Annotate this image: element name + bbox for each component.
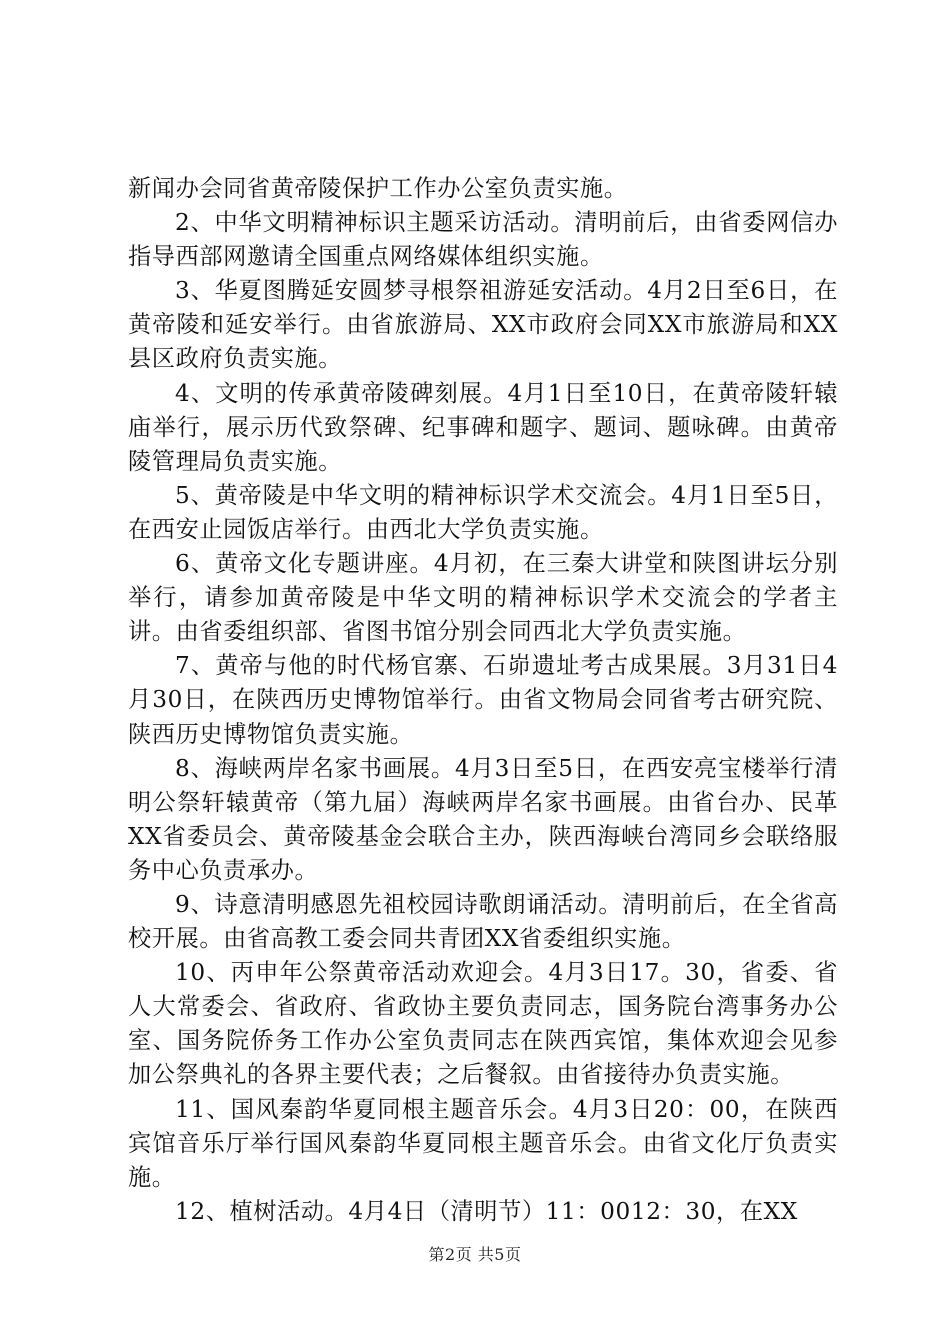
page-number-footer: 第2页 共5页 (428, 1245, 522, 1264)
document-body (128, 172, 838, 1229)
paragraph-item-4: 4、文明的传承黄帝陵碑刻展。4月1日至10日，在黄帝陵轩辕庙举行，展示历代致祭碑、纪事碑和题字、题词、题咏碑。由黄帝陵管理局负责实施。 (128, 379, 838, 475)
paragraph-item-12: 12、植树活动。4月4日（清明节）11：0012：30，在XX (175, 1197, 798, 1225)
paragraph-item-8: 8、海峡两岸名家书画展。4月3日至5日，在西安亮宝楼举行清明公祭轩辕黄帝（第九届）海峡两岸名家书画展。由省台办、民革XX省委员会、黄帝陵基金会联合主办，陕西海峡台湾同乡会联络服务中心负责承办。 (128, 754, 838, 884)
paragraph-item-6: 6、黄帝文化专题讲座。4月初，在三秦大讲堂和陕图讲坛分别举行，请参加黄帝陵是中华文明的精神标识学术交流会的学者主讲。由省委组织部、省图书馆分别会同西北大学负责实施。 (128, 550, 838, 646)
paragraph-item-10: 10、丙申年公祭黄帝活动欢迎会。4月3日17。30，省委、省人大常委会、省政府、省政协主要负责同志，国务院台湾事务办公室、国务院侨务工作办公室负责同志在陕西宾馆，集体欢迎会见参加公祭典礼的各界主要代表；之后餐叙。由省接待办负责实施。 (128, 959, 838, 1089)
paragraph-item-5: 5、黄帝陵是中华文明的精神标识学术交流会。4月1日至5日，在西安止园饭店举行。由西北大学负责实施。 (128, 481, 838, 543)
paragraph-item-3: 3、华夏图腾延安圆梦寻根祭祖游延安活动。4月2日至6日，在黄帝陵和延安举行。由省旅游局、XX市政府会同XX市旅游局和XX县区政府负责实施。 (128, 277, 838, 373)
paragraph-item-2: 2、中华文明精神标识主题采访活动。清明前后，由省委网信办指导西部网邀请全国重点网络媒体组织实施。 (128, 209, 838, 271)
paragraph-item-11: 11、国风秦韵华夏同根主题音乐会。4月3日20：00，在陕西宾馆音乐厅举行国风秦韵华夏同根主题音乐会。由省文化厅负责实施。 (128, 1095, 838, 1191)
paragraph-item-7: 7、黄帝与他的时代杨官寨、石峁遗址考古成果展。3月31日4月30日，在陕西历史博物馆举行。由省文物局会同省考古研究院、陕西历史博物馆负责实施。 (128, 652, 838, 748)
paragraph-item-9: 9、诗意清明感恩先祖校园诗歌朗诵活动。清明前后，在全省高校开展。由省高教工委会同共青团XX省委组织实施。 (128, 890, 838, 953)
paragraph-continuation: 新闻办会同省黄帝陵保护工作办公室负责实施。 (128, 175, 628, 202)
